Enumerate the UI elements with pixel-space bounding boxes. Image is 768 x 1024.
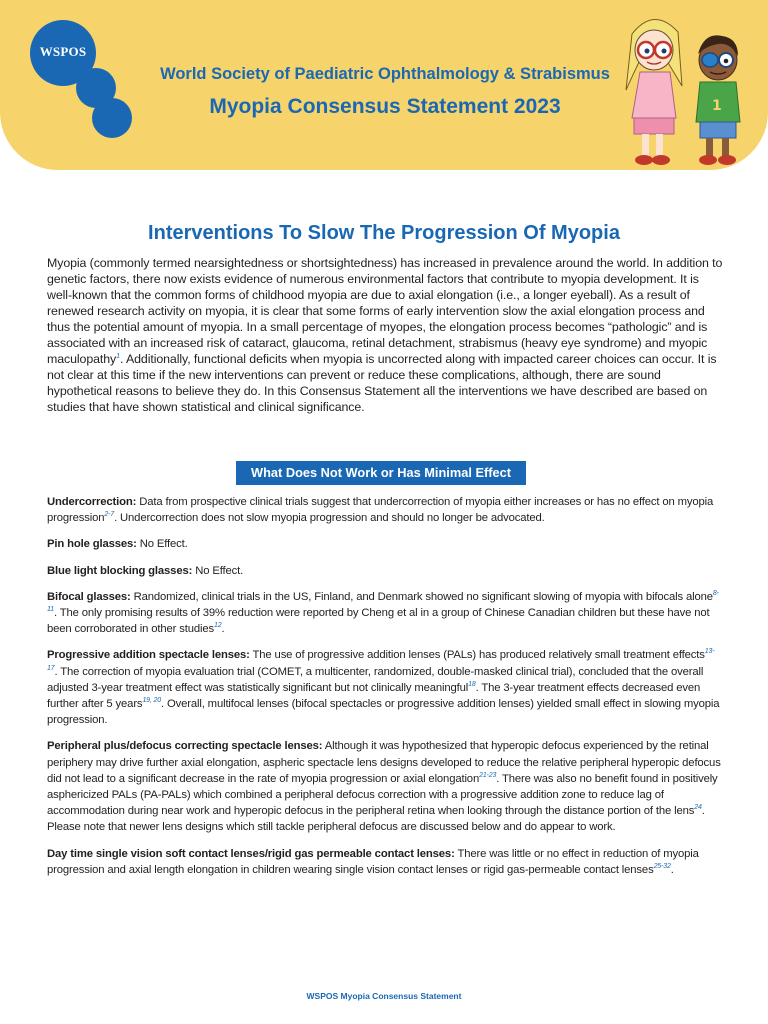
intro-text-1: Myopia (commonly termed nearsightedness or shortsightedness) has increased in prevalence around the world. In addition to genetic factors, there now exists evidence of numerous environmental factors that contribute to myopia development. It is well-known that the common forms of childhood myopia are due to axial elongation (i.e., a longer eyeball). As a result of renewed research activity on myopia, it is clear that some forms of early intervention slow the axial elongation process and thus the potential amount of myopia. In a small percentage of myopes, the elongation process becomes “pathologic” and is associated with an increased risk of cataract, glaucoma, retinal detachment, strabismus (heavy eye syndrome) and myopic maculopathy	[47, 256, 723, 367]
item-text: . There was also no benefit found in positively asphericized PALs (PA-PALs) which combined a peripheral defocus correction with a progressive addition zone to reduce lag of accommodation during near work and hyperopic defocus in the peripheral retina when looking through the distance portion of the lens	[47, 772, 718, 818]
item-text: .	[670, 863, 674, 876]
item-title: Day time single vision soft contact lenses/rigid gas permeable contact lenses:	[47, 847, 455, 860]
subheading-box: What Does Not Work or Has Minimal Effect	[236, 461, 526, 485]
item-title: Blue light blocking glasses:	[47, 564, 193, 577]
item-title: Undercorrection:	[47, 496, 137, 508]
item-text: . Please note that newer lens designs which still tackle peripheral defocus are discussed below and do appear to work.	[47, 805, 705, 834]
item-text: . Undercorrection does not slow myopia progression and should no longer be advocated.	[114, 512, 545, 525]
item-text: .	[221, 623, 225, 636]
intro-paragraph	[47, 255, 723, 415]
item-text: Data from prospective clinical trials suggest that undercorrection of myopia either increases or has no effect on myopia progression	[47, 496, 714, 525]
item-peripheral-defocus-lenses	[47, 738, 723, 835]
item-title: Pin hole glasses:	[47, 538, 137, 551]
item-text: The use of progressive addition lenses (PALs) has produced relatively small treatment effects	[249, 649, 705, 662]
cartoon-children-illustration	[618, 6, 758, 172]
page-footer: WSPOS Myopia Consensus Statement	[306, 991, 462, 1001]
item-progressive-addition-lenses	[47, 647, 723, 728]
item-blue-light-glasses	[47, 563, 723, 579]
wspos-logo	[0, 0, 140, 140]
item-title: Peripheral plus/defocus correcting spectacle lenses:	[47, 740, 323, 753]
intervention-list	[47, 494, 723, 888]
item-text: Although it was hypothesized that hyperopic defocus experienced by the retinal periphery may drive further axial elongation, aspheric spectacle lens designs developed to reduce the relative peripheral hyperopic defocus did not lead to a significant decrease in the rate of myopia progression or axial elongation	[47, 740, 721, 785]
item-text: . The 3-year treatment effects decreased even further after 5 years	[47, 681, 701, 711]
item-text: . The only promising results of 39% reduction were reported by Cheng et al in a group of Chinese Canadian children but these have not been corroborated in other studies	[47, 607, 710, 636]
item-text: There was little or no effect in reduction of myopia progression and axial length elongation in children wearing single vision contact lenses or rigid gas-permeable contact lenses	[47, 847, 699, 876]
reference-marker: 21-23	[479, 772, 497, 780]
reference-marker: 19, 20	[142, 697, 161, 705]
item-text: . Overall, multifocal lenses (bifocal spectacles or progressive addition lenses) yielded small effect in slowing myopia progression.	[47, 698, 720, 727]
organization-name: World Society of Paediatric Ophthalmology & Strabismus	[160, 65, 610, 83]
item-contact-lenses	[47, 846, 723, 878]
document-title: Myopia Consensus Statement 2023	[209, 95, 561, 118]
reference-marker: 13-17	[47, 648, 715, 672]
item-bifocal-glasses	[47, 589, 723, 638]
reference-marker: 8-11	[47, 590, 719, 614]
item-text: No Effect.	[136, 538, 188, 551]
reference-marker: 25-32	[653, 863, 671, 871]
item-undercorrection	[47, 494, 723, 526]
section-title: Interventions To Slow The Progression Of Myopia	[148, 222, 620, 244]
item-text: No Effect.	[192, 564, 244, 577]
svg-text:1: 1	[712, 98, 722, 114]
item-title: Progressive addition spectacle lenses:	[47, 649, 250, 662]
reference-marker: 12	[213, 622, 222, 630]
item-pinhole-glasses	[47, 536, 723, 552]
reference-marker: 18	[468, 681, 476, 689]
item-text: . The correction of myopia evaluation trial (COMET, a multicenter, randomized, double-masked clinical trial), concluded that the overall adjusted 3-year treatment effect was statistically significant but not clinically meaningful	[47, 665, 704, 694]
item-title: Bifocal glasses:	[47, 590, 131, 603]
item-text: Randomized, clinical trials in the US, Finland, and Denmark showed no significant slowing of myopia with bifocals alone	[130, 590, 713, 603]
reference-marker: 24	[694, 804, 702, 812]
reference-marker: 2-7	[104, 511, 115, 519]
intro-text-2: . Additionally, functional deficits when myopia is uncorrected along with impacted career choices can occur. It is not clear at this time if the new interventions can prevent or reduce these complications, although, there are sound hypothetical reasons to believe they do. In this Consensus Statement all the interventions we have described are based on studies that have shown statistical and clinical significance.	[47, 352, 717, 415]
logo-text: WSPOS	[39, 44, 87, 59]
logo-circle-small	[92, 98, 132, 138]
reference-marker: 1	[116, 353, 120, 361]
